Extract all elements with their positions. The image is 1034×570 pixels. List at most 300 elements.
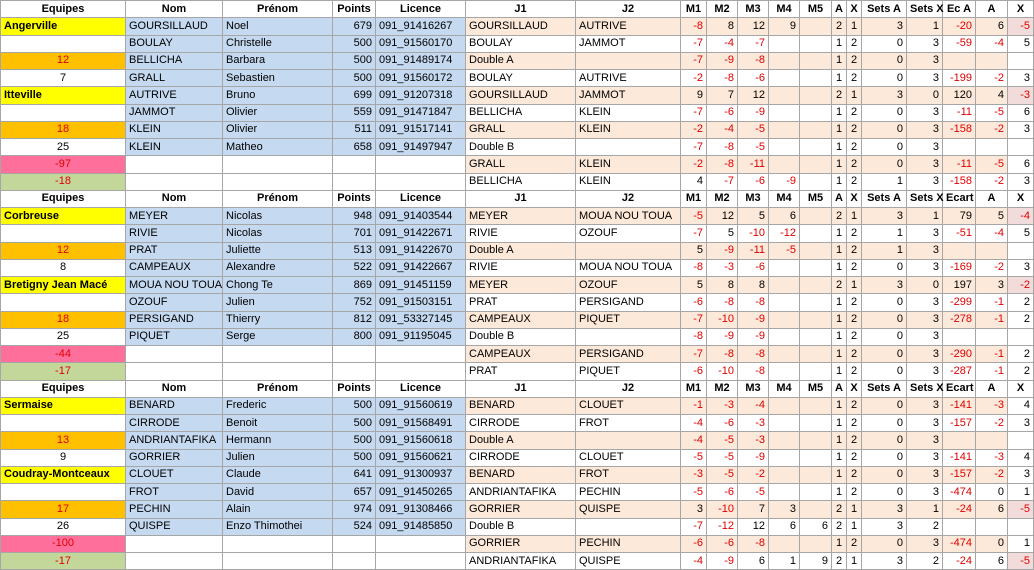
set-score-cell[interactable]: -11 — [738, 242, 769, 259]
j1-cell[interactable]: GRALL — [466, 156, 576, 173]
player-firstname-cell[interactable]: Christelle — [223, 35, 333, 52]
sets-x-cell[interactable]: 2 — [907, 518, 943, 535]
set-score-cell[interactable]: 6 — [738, 553, 769, 570]
j2-cell[interactable]: JAMMOT — [576, 87, 681, 104]
player-points-cell[interactable]: 513 — [333, 242, 376, 259]
column-header[interactable]: M1 — [681, 190, 707, 207]
player-licence-cell[interactable]: 091_91422671 — [376, 225, 466, 242]
j1-cell[interactable]: GORRIER — [466, 501, 576, 518]
set-score-cell[interactable] — [800, 501, 832, 518]
player-firstname-cell[interactable]: Noel — [223, 18, 333, 35]
sets-a-cell[interactable]: 0 — [862, 397, 907, 414]
player-firstname-cell[interactable]: Hermann — [223, 432, 333, 449]
j2-cell[interactable]: PIQUET — [576, 311, 681, 328]
set-score-cell[interactable]: 3 — [681, 501, 707, 518]
player-firstname-cell[interactable]: Sebastien — [223, 70, 333, 87]
column-header[interactable]: J1 — [466, 190, 576, 207]
result-a-cell[interactable]: 1 — [832, 104, 847, 121]
player-name-cell[interactable]: KLEIN — [126, 139, 223, 156]
player-firstname-cell[interactable]: Claude — [223, 466, 333, 483]
set-score-cell[interactable] — [800, 449, 832, 466]
points-x-cell[interactable]: 1 — [1008, 484, 1034, 501]
points-a-cell[interactable]: 6 — [976, 553, 1008, 570]
sets-x-cell[interactable]: 0 — [907, 277, 943, 294]
j2-cell[interactable]: PECHIN — [576, 535, 681, 552]
result-a-cell[interactable]: 1 — [832, 139, 847, 156]
sets-x-cell[interactable]: 3 — [907, 35, 943, 52]
j2-cell[interactable]: PECHIN — [576, 484, 681, 501]
points-x-cell[interactable]: 2 — [1008, 346, 1034, 363]
set-score-cell[interactable] — [800, 242, 832, 259]
sets-a-cell[interactable]: 3 — [862, 518, 907, 535]
ecart-cell[interactable]: -157 — [943, 466, 976, 483]
j2-cell[interactable]: AUTRIVE — [576, 18, 681, 35]
player-firstname-cell[interactable]: Juliette — [223, 242, 333, 259]
player-points-cell[interactable]: 658 — [333, 139, 376, 156]
points-a-cell[interactable] — [976, 242, 1008, 259]
j1-cell[interactable]: PRAT — [466, 363, 576, 380]
player-licence-cell[interactable]: 091_91207318 — [376, 87, 466, 104]
result-a-cell[interactable]: 1 — [832, 35, 847, 52]
result-a-cell[interactable]: 2 — [832, 518, 847, 535]
sets-x-cell[interactable]: 3 — [907, 294, 943, 311]
points-a-cell[interactable] — [976, 52, 1008, 69]
column-header[interactable]: Points — [333, 380, 376, 397]
player-name-cell[interactable]: AUTRIVE — [126, 87, 223, 104]
sets-x-cell[interactable]: 3 — [907, 259, 943, 276]
set-score-cell[interactable]: -4 — [707, 35, 738, 52]
player-name-cell[interactable]: BENARD — [126, 397, 223, 414]
column-header[interactable]: M4 — [769, 1, 800, 18]
player-points-cell[interactable]: 701 — [333, 225, 376, 242]
set-score-cell[interactable] — [769, 35, 800, 52]
set-score-cell[interactable] — [769, 52, 800, 69]
set-score-cell[interactable]: -12 — [707, 518, 738, 535]
team-cell[interactable]: Coudray-Montceaux — [1, 466, 126, 483]
set-score-cell[interactable]: -3 — [707, 397, 738, 414]
result-x-cell[interactable]: 2 — [847, 328, 862, 345]
sets-a-cell[interactable]: 0 — [862, 139, 907, 156]
player-firstname-cell[interactable]: Julien — [223, 294, 333, 311]
points-x-cell[interactable] — [1008, 328, 1034, 345]
team-cell[interactable]: -18 — [1, 173, 126, 190]
sets-x-cell[interactable]: 3 — [907, 225, 943, 242]
points-x-cell[interactable] — [1008, 52, 1034, 69]
sets-x-cell[interactable]: 3 — [907, 52, 943, 69]
column-header[interactable]: Sets A — [862, 1, 907, 18]
column-header[interactable]: J2 — [576, 1, 681, 18]
points-a-cell[interactable]: 5 — [976, 208, 1008, 225]
column-header[interactable]: Ecart — [943, 380, 976, 397]
result-x-cell[interactable]: 1 — [847, 208, 862, 225]
ecart-cell[interactable] — [943, 139, 976, 156]
j1-cell[interactable]: Double A — [466, 52, 576, 69]
ecart-cell[interactable]: -51 — [943, 225, 976, 242]
team-cell[interactable]: Corbreuse — [1, 208, 126, 225]
player-points-cell[interactable]: 500 — [333, 70, 376, 87]
sets-x-cell[interactable]: 3 — [907, 415, 943, 432]
sets-a-cell[interactable]: 1 — [862, 173, 907, 190]
player-firstname-cell[interactable]: Frederic — [223, 397, 333, 414]
points-x-cell[interactable]: 6 — [1008, 104, 1034, 121]
j2-cell[interactable] — [576, 52, 681, 69]
sets-x-cell[interactable]: 1 — [907, 18, 943, 35]
sets-x-cell[interactable]: 3 — [907, 173, 943, 190]
points-a-cell[interactable] — [976, 432, 1008, 449]
sets-a-cell[interactable]: 1 — [862, 242, 907, 259]
set-score-cell[interactable]: -7 — [681, 311, 707, 328]
result-a-cell[interactable]: 1 — [832, 484, 847, 501]
result-a-cell[interactable]: 2 — [832, 208, 847, 225]
column-header[interactable]: M5 — [800, 380, 832, 397]
team-cell[interactable]: 26 — [1, 518, 126, 535]
j2-cell[interactable]: OZOUF — [576, 225, 681, 242]
set-score-cell[interactable]: -6 — [707, 415, 738, 432]
sets-x-cell[interactable]: 3 — [907, 466, 943, 483]
player-licence-cell[interactable] — [376, 535, 466, 552]
set-score-cell[interactable] — [769, 294, 800, 311]
player-name-cell[interactable]: MOUA NOU TOUA — [126, 277, 223, 294]
result-a-cell[interactable]: 1 — [832, 156, 847, 173]
sets-x-cell[interactable]: 3 — [907, 139, 943, 156]
player-points-cell[interactable]: 974 — [333, 501, 376, 518]
result-x-cell[interactable]: 2 — [847, 415, 862, 432]
team-cell[interactable] — [1, 415, 126, 432]
points-a-cell[interactable]: -1 — [976, 346, 1008, 363]
points-x-cell[interactable]: -5 — [1008, 553, 1034, 570]
player-points-cell[interactable] — [333, 173, 376, 190]
sets-a-cell[interactable]: 3 — [862, 87, 907, 104]
set-score-cell[interactable]: -6 — [707, 535, 738, 552]
set-score-cell[interactable] — [800, 87, 832, 104]
result-x-cell[interactable]: 1 — [847, 277, 862, 294]
set-score-cell[interactable]: -6 — [707, 484, 738, 501]
player-name-cell[interactable] — [126, 553, 223, 570]
player-firstname-cell[interactable]: Olivier — [223, 121, 333, 138]
sets-x-cell[interactable]: 3 — [907, 484, 943, 501]
column-header[interactable]: A — [832, 1, 847, 18]
set-score-cell[interactable]: -7 — [681, 518, 707, 535]
column-header[interactable]: Equipes — [1, 1, 126, 18]
set-score-cell[interactable]: 9 — [800, 553, 832, 570]
set-score-cell[interactable]: -8 — [738, 346, 769, 363]
j2-cell[interactable]: AUTRIVE — [576, 70, 681, 87]
player-name-cell[interactable]: MEYER — [126, 208, 223, 225]
column-header[interactable]: X — [1008, 380, 1034, 397]
points-x-cell[interactable]: 2 — [1008, 311, 1034, 328]
ecart-cell[interactable]: -290 — [943, 346, 976, 363]
sets-x-cell[interactable]: 3 — [907, 156, 943, 173]
result-a-cell[interactable]: 2 — [832, 277, 847, 294]
team-cell[interactable]: 8 — [1, 259, 126, 276]
j2-cell[interactable] — [576, 432, 681, 449]
set-score-cell[interactable]: -9 — [707, 52, 738, 69]
result-a-cell[interactable]: 1 — [832, 259, 847, 276]
points-x-cell[interactable]: -5 — [1008, 18, 1034, 35]
player-licence-cell[interactable] — [376, 173, 466, 190]
team-cell[interactable]: 9 — [1, 449, 126, 466]
set-score-cell[interactable] — [769, 415, 800, 432]
team-cell[interactable]: 17 — [1, 501, 126, 518]
team-cell[interactable]: -17 — [1, 553, 126, 570]
player-name-cell[interactable]: RIVIE — [126, 225, 223, 242]
set-score-cell[interactable]: -6 — [707, 104, 738, 121]
result-x-cell[interactable]: 2 — [847, 156, 862, 173]
j1-cell[interactable]: MEYER — [466, 277, 576, 294]
j2-cell[interactable]: PIQUET — [576, 363, 681, 380]
set-score-cell[interactable] — [769, 139, 800, 156]
j2-cell[interactable]: JAMMOT — [576, 35, 681, 52]
team-cell[interactable]: 12 — [1, 52, 126, 69]
result-x-cell[interactable]: 2 — [847, 139, 862, 156]
column-header[interactable]: A — [976, 1, 1008, 18]
j1-cell[interactable]: RIVIE — [466, 259, 576, 276]
set-score-cell[interactable]: 5 — [738, 208, 769, 225]
player-points-cell[interactable]: 500 — [333, 397, 376, 414]
result-a-cell[interactable]: 2 — [832, 87, 847, 104]
player-licence-cell[interactable]: 091_91497947 — [376, 139, 466, 156]
player-firstname-cell[interactable]: Chong Te — [223, 277, 333, 294]
player-firstname-cell[interactable] — [223, 346, 333, 363]
ecart-cell[interactable]: -24 — [943, 501, 976, 518]
player-licence-cell[interactable]: 091_91450265 — [376, 484, 466, 501]
column-header[interactable]: Sets A — [862, 190, 907, 207]
set-score-cell[interactable]: -4 — [738, 397, 769, 414]
player-licence-cell[interactable]: 091_91560172 — [376, 70, 466, 87]
j2-cell[interactable]: CLOUET — [576, 449, 681, 466]
points-a-cell[interactable]: 0 — [976, 535, 1008, 552]
column-header[interactable]: M1 — [681, 380, 707, 397]
set-score-cell[interactable]: -8 — [738, 535, 769, 552]
j2-cell[interactable]: PERSIGAND — [576, 346, 681, 363]
player-licence-cell[interactable] — [376, 346, 466, 363]
player-name-cell[interactable] — [126, 346, 223, 363]
player-points-cell[interactable]: 752 — [333, 294, 376, 311]
result-a-cell[interactable]: 1 — [832, 242, 847, 259]
column-header[interactable]: X — [847, 380, 862, 397]
set-score-cell[interactable] — [800, 466, 832, 483]
set-score-cell[interactable] — [769, 346, 800, 363]
player-licence-cell[interactable]: 091_91560170 — [376, 35, 466, 52]
set-score-cell[interactable]: 8 — [738, 277, 769, 294]
column-header[interactable]: Ec A — [943, 1, 976, 18]
set-score-cell[interactable]: -8 — [707, 294, 738, 311]
column-header[interactable]: Prénom — [223, 1, 333, 18]
points-a-cell[interactable]: -4 — [976, 225, 1008, 242]
player-name-cell[interactable]: PIQUET — [126, 328, 223, 345]
player-points-cell[interactable]: 524 — [333, 518, 376, 535]
set-score-cell[interactable]: -5 — [738, 484, 769, 501]
j2-cell[interactable]: QUISPE — [576, 501, 681, 518]
player-licence-cell[interactable]: 091_91403544 — [376, 208, 466, 225]
player-name-cell[interactable]: PECHIN — [126, 501, 223, 518]
player-licence-cell[interactable] — [376, 363, 466, 380]
j1-cell[interactable]: ANDRIANTAFIKA — [466, 484, 576, 501]
set-score-cell[interactable] — [769, 484, 800, 501]
result-x-cell[interactable]: 2 — [847, 70, 862, 87]
set-score-cell[interactable]: 9 — [681, 87, 707, 104]
set-score-cell[interactable]: -5 — [738, 121, 769, 138]
points-x-cell[interactable]: 3 — [1008, 173, 1034, 190]
ecart-cell[interactable]: -474 — [943, 535, 976, 552]
result-a-cell[interactable]: 1 — [832, 225, 847, 242]
set-score-cell[interactable]: -2 — [681, 156, 707, 173]
player-firstname-cell[interactable] — [223, 173, 333, 190]
team-cell[interactable]: Itteville — [1, 87, 126, 104]
result-a-cell[interactable]: 1 — [832, 121, 847, 138]
set-score-cell[interactable] — [769, 104, 800, 121]
set-score-cell[interactable]: -11 — [738, 156, 769, 173]
sets-a-cell[interactable]: 0 — [862, 363, 907, 380]
player-name-cell[interactable]: CAMPEAUX — [126, 259, 223, 276]
player-firstname-cell[interactable]: Alain — [223, 501, 333, 518]
set-score-cell[interactable] — [769, 449, 800, 466]
column-header[interactable]: M2 — [707, 380, 738, 397]
set-score-cell[interactable]: -2 — [681, 70, 707, 87]
player-points-cell[interactable] — [333, 346, 376, 363]
result-x-cell[interactable]: 2 — [847, 173, 862, 190]
column-header[interactable]: J2 — [576, 380, 681, 397]
result-a-cell[interactable]: 1 — [832, 363, 847, 380]
set-score-cell[interactable]: 5 — [707, 225, 738, 242]
ecart-cell[interactable]: -11 — [943, 156, 976, 173]
column-header[interactable]: Nom — [126, 380, 223, 397]
result-a-cell[interactable]: 1 — [832, 397, 847, 414]
player-firstname-cell[interactable]: Nicolas — [223, 208, 333, 225]
player-licence-cell[interactable]: 091_91195045 — [376, 328, 466, 345]
points-x-cell[interactable]: 4 — [1008, 397, 1034, 414]
result-a-cell[interactable]: 1 — [832, 70, 847, 87]
sets-x-cell[interactable]: 3 — [907, 104, 943, 121]
column-header[interactable]: Equipes — [1, 190, 126, 207]
result-a-cell[interactable]: 1 — [832, 432, 847, 449]
set-score-cell[interactable]: -7 — [681, 35, 707, 52]
sets-a-cell[interactable]: 3 — [862, 277, 907, 294]
points-a-cell[interactable]: -5 — [976, 156, 1008, 173]
player-name-cell[interactable]: BELLICHA — [126, 52, 223, 69]
column-header[interactable]: Sets X — [907, 380, 943, 397]
set-score-cell[interactable]: -8 — [738, 363, 769, 380]
sets-a-cell[interactable]: 3 — [862, 553, 907, 570]
team-cell[interactable] — [1, 104, 126, 121]
sets-x-cell[interactable]: 3 — [907, 242, 943, 259]
sets-a-cell[interactable]: 0 — [862, 484, 907, 501]
column-header[interactable]: M3 — [738, 1, 769, 18]
set-score-cell[interactable]: -12 — [769, 225, 800, 242]
set-score-cell[interactable]: -6 — [681, 535, 707, 552]
column-header[interactable]: M5 — [800, 1, 832, 18]
player-name-cell[interactable]: KLEIN — [126, 121, 223, 138]
sets-x-cell[interactable]: 3 — [907, 70, 943, 87]
set-score-cell[interactable] — [800, 363, 832, 380]
column-header[interactable]: M3 — [738, 190, 769, 207]
sets-a-cell[interactable]: 0 — [862, 294, 907, 311]
points-x-cell[interactable]: 4 — [1008, 449, 1034, 466]
ecart-cell[interactable]: -141 — [943, 397, 976, 414]
result-a-cell[interactable]: 1 — [832, 346, 847, 363]
team-cell[interactable]: -100 — [1, 535, 126, 552]
column-header[interactable]: X — [847, 1, 862, 18]
set-score-cell[interactable]: -9 — [769, 173, 800, 190]
team-cell[interactable]: Angerville — [1, 18, 126, 35]
points-x-cell[interactable]: 6 — [1008, 156, 1034, 173]
result-x-cell[interactable]: 2 — [847, 449, 862, 466]
j2-cell[interactable] — [576, 328, 681, 345]
result-x-cell[interactable]: 1 — [847, 501, 862, 518]
j2-cell[interactable]: FROT — [576, 466, 681, 483]
j1-cell[interactable]: PRAT — [466, 294, 576, 311]
set-score-cell[interactable] — [800, 121, 832, 138]
j1-cell[interactable]: Double A — [466, 432, 576, 449]
set-score-cell[interactable] — [769, 259, 800, 276]
points-x-cell[interactable]: -3 — [1008, 87, 1034, 104]
set-score-cell[interactable]: -2 — [738, 466, 769, 483]
column-header[interactable]: A — [832, 190, 847, 207]
column-header[interactable]: X — [1008, 190, 1034, 207]
set-score-cell[interactable]: -4 — [681, 415, 707, 432]
ecart-cell[interactable]: -158 — [943, 173, 976, 190]
player-points-cell[interactable]: 869 — [333, 277, 376, 294]
set-score-cell[interactable]: -4 — [681, 432, 707, 449]
player-firstname-cell[interactable] — [223, 363, 333, 380]
column-header[interactable]: J1 — [466, 380, 576, 397]
set-score-cell[interactable] — [800, 311, 832, 328]
points-x-cell[interactable] — [1008, 432, 1034, 449]
set-score-cell[interactable]: -5 — [707, 449, 738, 466]
column-header[interactable]: Sets A — [862, 380, 907, 397]
player-licence-cell[interactable]: 091_91517141 — [376, 121, 466, 138]
player-points-cell[interactable]: 500 — [333, 449, 376, 466]
set-score-cell[interactable] — [769, 328, 800, 345]
j1-cell[interactable]: Double A — [466, 242, 576, 259]
set-score-cell[interactable] — [769, 156, 800, 173]
column-header[interactable]: Equipes — [1, 380, 126, 397]
player-points-cell[interactable]: 500 — [333, 35, 376, 52]
player-firstname-cell[interactable]: Olivier — [223, 104, 333, 121]
result-a-cell[interactable]: 2 — [832, 553, 847, 570]
sets-x-cell[interactable]: 3 — [907, 363, 943, 380]
result-x-cell[interactable]: 2 — [847, 35, 862, 52]
sets-a-cell[interactable]: 0 — [862, 346, 907, 363]
points-a-cell[interactable]: -2 — [976, 466, 1008, 483]
set-score-cell[interactable]: 12 — [707, 208, 738, 225]
column-header[interactable]: J2 — [576, 190, 681, 207]
player-name-cell[interactable] — [126, 173, 223, 190]
set-score-cell[interactable]: -7 — [681, 52, 707, 69]
set-score-cell[interactable]: -6 — [738, 259, 769, 276]
set-score-cell[interactable]: -7 — [681, 139, 707, 156]
result-x-cell[interactable]: 2 — [847, 432, 862, 449]
column-header[interactable]: M4 — [769, 380, 800, 397]
j1-cell[interactable]: MEYER — [466, 208, 576, 225]
ecart-cell[interactable]: 197 — [943, 277, 976, 294]
result-x-cell[interactable]: 2 — [847, 121, 862, 138]
column-header[interactable]: M4 — [769, 190, 800, 207]
set-score-cell[interactable]: 3 — [769, 501, 800, 518]
ecart-cell[interactable]: -299 — [943, 294, 976, 311]
set-score-cell[interactable]: 6 — [800, 518, 832, 535]
points-x-cell[interactable]: -2 — [1008, 277, 1034, 294]
column-header[interactable]: Prénom — [223, 190, 333, 207]
set-score-cell[interactable]: -8 — [707, 346, 738, 363]
set-score-cell[interactable] — [769, 87, 800, 104]
set-score-cell[interactable] — [769, 466, 800, 483]
j1-cell[interactable]: CIRRODE — [466, 449, 576, 466]
player-licence-cell[interactable]: 091_53327145 — [376, 311, 466, 328]
column-header[interactable]: M2 — [707, 190, 738, 207]
j2-cell[interactable]: KLEIN — [576, 104, 681, 121]
set-score-cell[interactable]: -2 — [681, 121, 707, 138]
